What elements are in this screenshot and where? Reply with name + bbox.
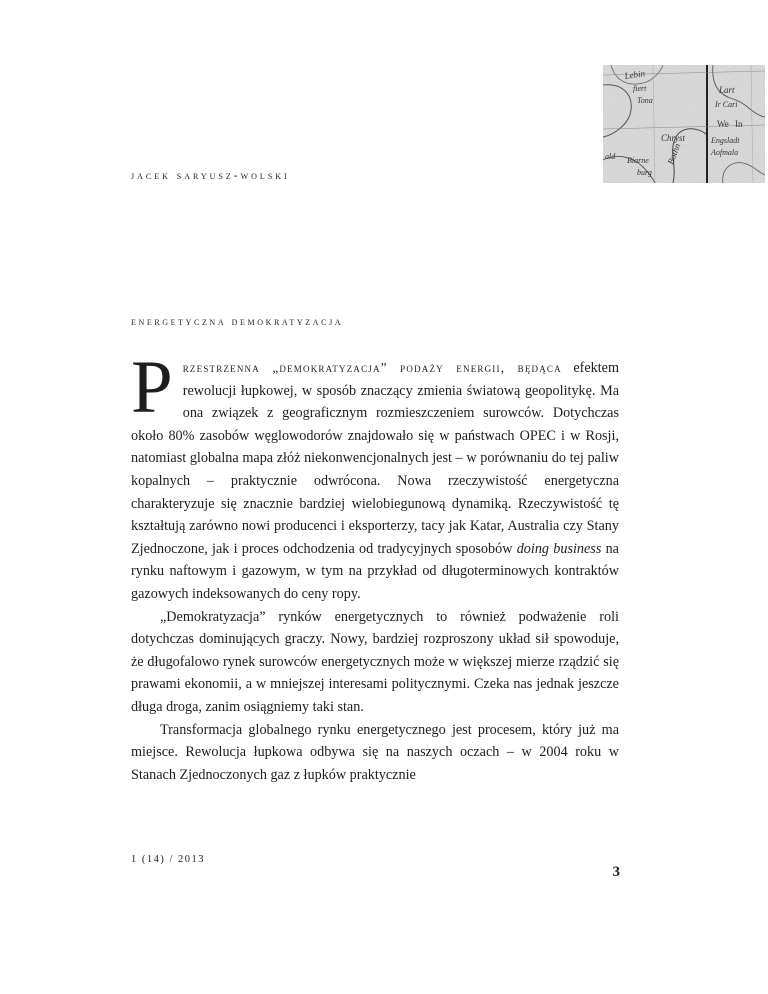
article-paragraph: Transformacja globalnego rynku energetycznego jest procesem, który już ma miejsce. Rewolucja łupkowa odbywa się na naszych oczach – w 2004 roku w Stanach Zjednoczonych gaz z łupków praktycznie — [131, 721, 619, 783]
map-label: In — [735, 119, 743, 129]
article-paragraph — [131, 346, 620, 606]
map-label: Ir Cari — [715, 100, 738, 109]
issue-number: 1 (14) / 2013 — [131, 854, 206, 865]
map-label: Chryst — [661, 133, 686, 143]
old-map-fragment-image — [603, 65, 765, 183]
paragraph-text: na rynku naftowym i gazowym, w tym na przykład od długoterminowych kontraktów gazowych indeksowanych do ceny ropy. — [131, 540, 619, 602]
map-label: Biarne — [627, 156, 649, 165]
map-label: We — [717, 119, 729, 129]
paragraph-text: efektem rewolucji łupkowej, w sposób znaczący zmienia światową geopolitykę. Ma ona związek z geograficznym rozmieszczeniem surowców. Dotychczas około 80% zasobów węglowodorów znajdowało się w państwach OPEC i w Rosji, natomiast globalna mapa złóż niekonwencjonalnych jest – w porównaniu do tej paliw kopalnych – praktycznie odwrócona. Nowa rzeczywistość energetyczna charakteryzuje się znacznie bardziej wielobiegunową dynamiką. Rzeczywistość tę kształtują zarówno nowi producenci i eksporterzy, tacy jak Katar, Australia czy Stany Zjednoczone, jak i proces odchodzenia od tradycyjnych sposobów — [131, 360, 620, 557]
map-icon — [603, 65, 765, 183]
map-label: Lart — [719, 85, 735, 95]
author-name: jacek saryusz-wolski — [131, 170, 290, 182]
drop-cap: P — [131, 346, 173, 429]
article-body — [131, 346, 620, 786]
lead-words: rzestrzenna „demokratyzacja” podaży energii, będąca — [182, 360, 562, 375]
map-label: Tona — [637, 96, 653, 105]
page-number: 3 — [612, 864, 620, 880]
map-label: Aofmala — [711, 148, 739, 157]
map-label: Engsladt — [711, 136, 740, 145]
map-label: ald — [605, 152, 616, 161]
map-label: Bothn — [665, 142, 683, 166]
article-paragraph: „Demokratyzacja” rynków energetycznych to również podważenie roli dotychczas dominujących graczy. Nowy, bardziej rozproszony układ sił spowoduje, że długofalowo rynek surowców energetycznych może w większej mierze rządzić się prawami ekonomii, a w mniejszej interesami politycznymi. Czeka nas jednak jeszcze długa droga, zanim osiągniemy taki stan. — [131, 608, 619, 715]
section-heading: energetyczna demokratyzacja — [131, 316, 344, 328]
italic-phrase: doing business — [516, 540, 602, 557]
map-label: fiert — [633, 84, 647, 93]
map-label: Lebin — [623, 68, 646, 81]
map-label: burg — [637, 168, 652, 177]
